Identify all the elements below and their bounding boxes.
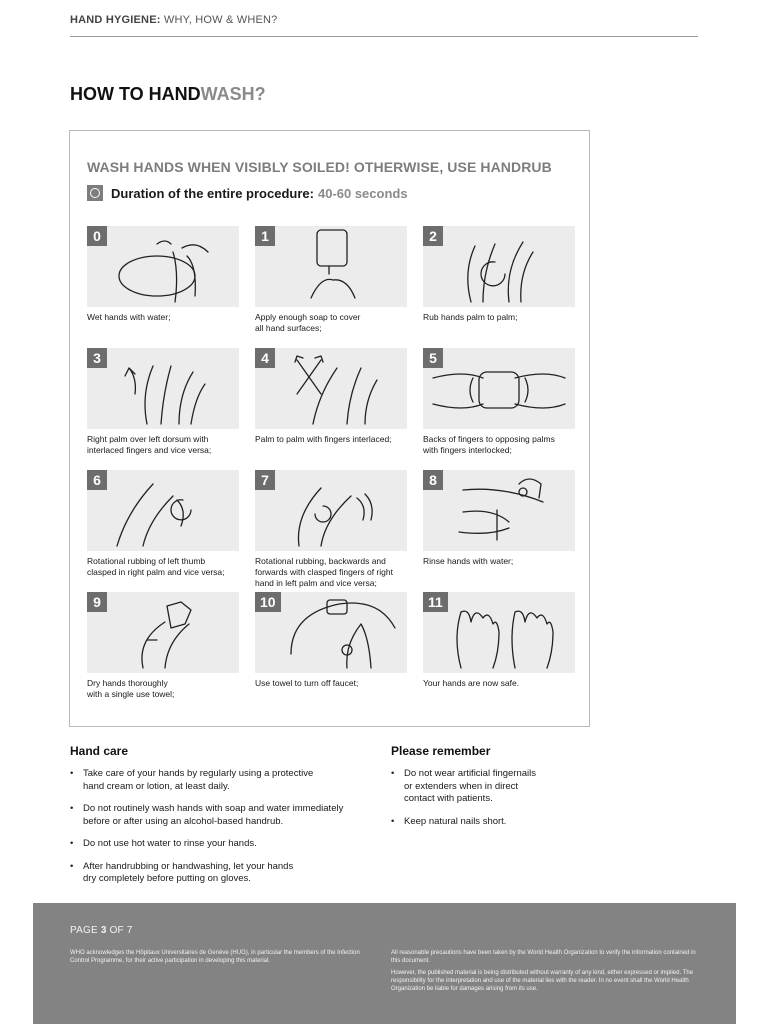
step-illustration (423, 348, 575, 429)
step-number: 3 (87, 348, 107, 368)
step-caption: Backs of fingers to opposing palms with fingers interlocked; (423, 434, 555, 455)
title-light: WASH? (200, 84, 266, 104)
hand-care-title: Hand care (70, 744, 129, 758)
step-illustration (87, 348, 239, 429)
disclaimer-paragraph-2: However, the published material is being distributed without warranty of any kind, either expressed or implied. The responsibility for the interpretation and use of the material lies with the reader. In no event shall the World Health Organization be liable for damages arising from its use. (391, 970, 694, 992)
step-illustration (87, 592, 239, 673)
step-illustration (255, 348, 407, 429)
rinse-hands-icon (423, 470, 575, 551)
remember-item: • Do not wear artificial fingernails or extenders when in direct contact with patients. (404, 768, 631, 806)
step-caption: Rinse hands with water; (423, 556, 514, 566)
step-card (255, 470, 407, 589)
duration-value: 40-60 seconds (317, 185, 408, 201)
remember-title: Please remember (391, 744, 491, 758)
hand-care-item: • Do not routinely wash hands with soap and water immediately before or after using an alcohol-based handrub. (83, 803, 370, 828)
fingers-interlaced-icon (255, 348, 407, 429)
step-card (87, 470, 239, 578)
step-illustration (255, 226, 407, 307)
duration-label: Duration of the entire procedure: (111, 185, 314, 201)
remember-list (391, 768, 631, 828)
header-bold: HAND HYGIENE: (70, 14, 161, 26)
page-prefix: PAGE (70, 925, 101, 936)
step-card (423, 226, 575, 323)
step-caption: Rotational rubbing, backwards and forwards with clasped fingers of right hand in left palm and vice versa; (255, 556, 393, 588)
step-caption: Palm to palm with fingers interlaced; (255, 434, 392, 444)
hand-care-item: • Do not use hot water to rinse your hands. (83, 838, 370, 851)
page-suffix: OF 7 (106, 925, 133, 936)
step-illustration (87, 226, 239, 307)
step-caption: Apply enough soap to cover all hand surfaces; (255, 312, 361, 333)
footer-disclaimer (391, 949, 701, 997)
palm-to-palm-icon (423, 226, 575, 307)
document-header (70, 14, 698, 37)
step-card (255, 226, 407, 334)
step-caption: Wet hands with water; (87, 312, 171, 322)
remember-section (391, 744, 631, 838)
step-card (87, 226, 239, 323)
step-number: 1 (255, 226, 275, 246)
wet-hands-icon (87, 226, 239, 307)
step-caption: Rub hands palm to palm; (423, 312, 518, 322)
step-number: 5 (423, 348, 443, 368)
hand-care-item: • Take care of your hands by regularly using a protective hand cream or lotion, at least daily. (83, 768, 370, 793)
page-indicator (70, 925, 133, 936)
towel-dry-icon (87, 592, 239, 673)
step-caption: Use towel to turn off faucet; (255, 678, 359, 688)
step-card (87, 348, 239, 456)
thumb-rubbing-icon (87, 470, 239, 551)
step-card (423, 348, 575, 456)
procedure-panel (69, 130, 590, 727)
disclaimer-paragraph-1: All reasonable precautions have been taken by the World Health Organization to verify the information contained in this document. (391, 950, 696, 964)
fingers-interlocked-icon (423, 348, 575, 429)
panel-heading: WASH HANDS WHEN VISIBLY SOILED! OTHERWISE, USE HANDRUB (87, 159, 552, 175)
soap-dispenser-icon (255, 226, 407, 307)
step-illustration (423, 470, 575, 551)
step-illustration (255, 470, 407, 551)
step-card (423, 592, 575, 689)
footer-acknowledgement: WHO acknowledges the Hôpitaux Universitaires de Genève (HUG), in particular the members of the Infection Control Programme, for their active participation in developing this material. (70, 950, 360, 964)
title-dark: HOW TO HAND (70, 84, 201, 104)
step-number: 9 (87, 592, 107, 612)
step-number: 6 (87, 470, 107, 490)
step-number: 4 (255, 348, 275, 368)
step-card (423, 470, 575, 567)
step-caption: Your hands are now safe. (423, 678, 520, 688)
clock-icon (87, 185, 103, 201)
hand-care-section (70, 744, 370, 896)
step-card (255, 592, 407, 689)
step-illustration (423, 592, 575, 673)
fingertips-rubbing-icon (255, 470, 407, 551)
step-number: 7 (255, 470, 275, 490)
step-caption: Right palm over left dorsum with interlaced fingers and vice versa; (87, 434, 212, 455)
step-card (255, 348, 407, 445)
header-rest: WHY, HOW & WHEN? (160, 14, 278, 26)
step-number: 10 (255, 592, 281, 612)
step-number: 0 (87, 226, 107, 246)
step-card (87, 592, 239, 700)
step-number: 11 (423, 592, 448, 612)
page-number: 3 (100, 925, 107, 936)
hand-care-list (70, 768, 370, 886)
palm-over-dorsum-icon (87, 348, 239, 429)
duration-line (87, 185, 408, 201)
step-illustration (423, 226, 575, 307)
step-number: 8 (423, 470, 443, 490)
page-title (70, 84, 266, 105)
step-illustration (87, 470, 239, 551)
step-number: 2 (423, 226, 443, 246)
page-footer (33, 903, 736, 1024)
step-caption: Rotational rubbing of left thumb clasped in right palm and vice versa; (87, 556, 225, 577)
hand-care-item: • After handrubbing or handwashing, let your hands dry completely before putting on gloves. (83, 861, 370, 886)
step-illustration (255, 592, 407, 673)
remember-item: • Keep natural nails short. (404, 816, 631, 829)
step-caption: Dry hands thoroughly with a single use towel; (87, 678, 175, 699)
